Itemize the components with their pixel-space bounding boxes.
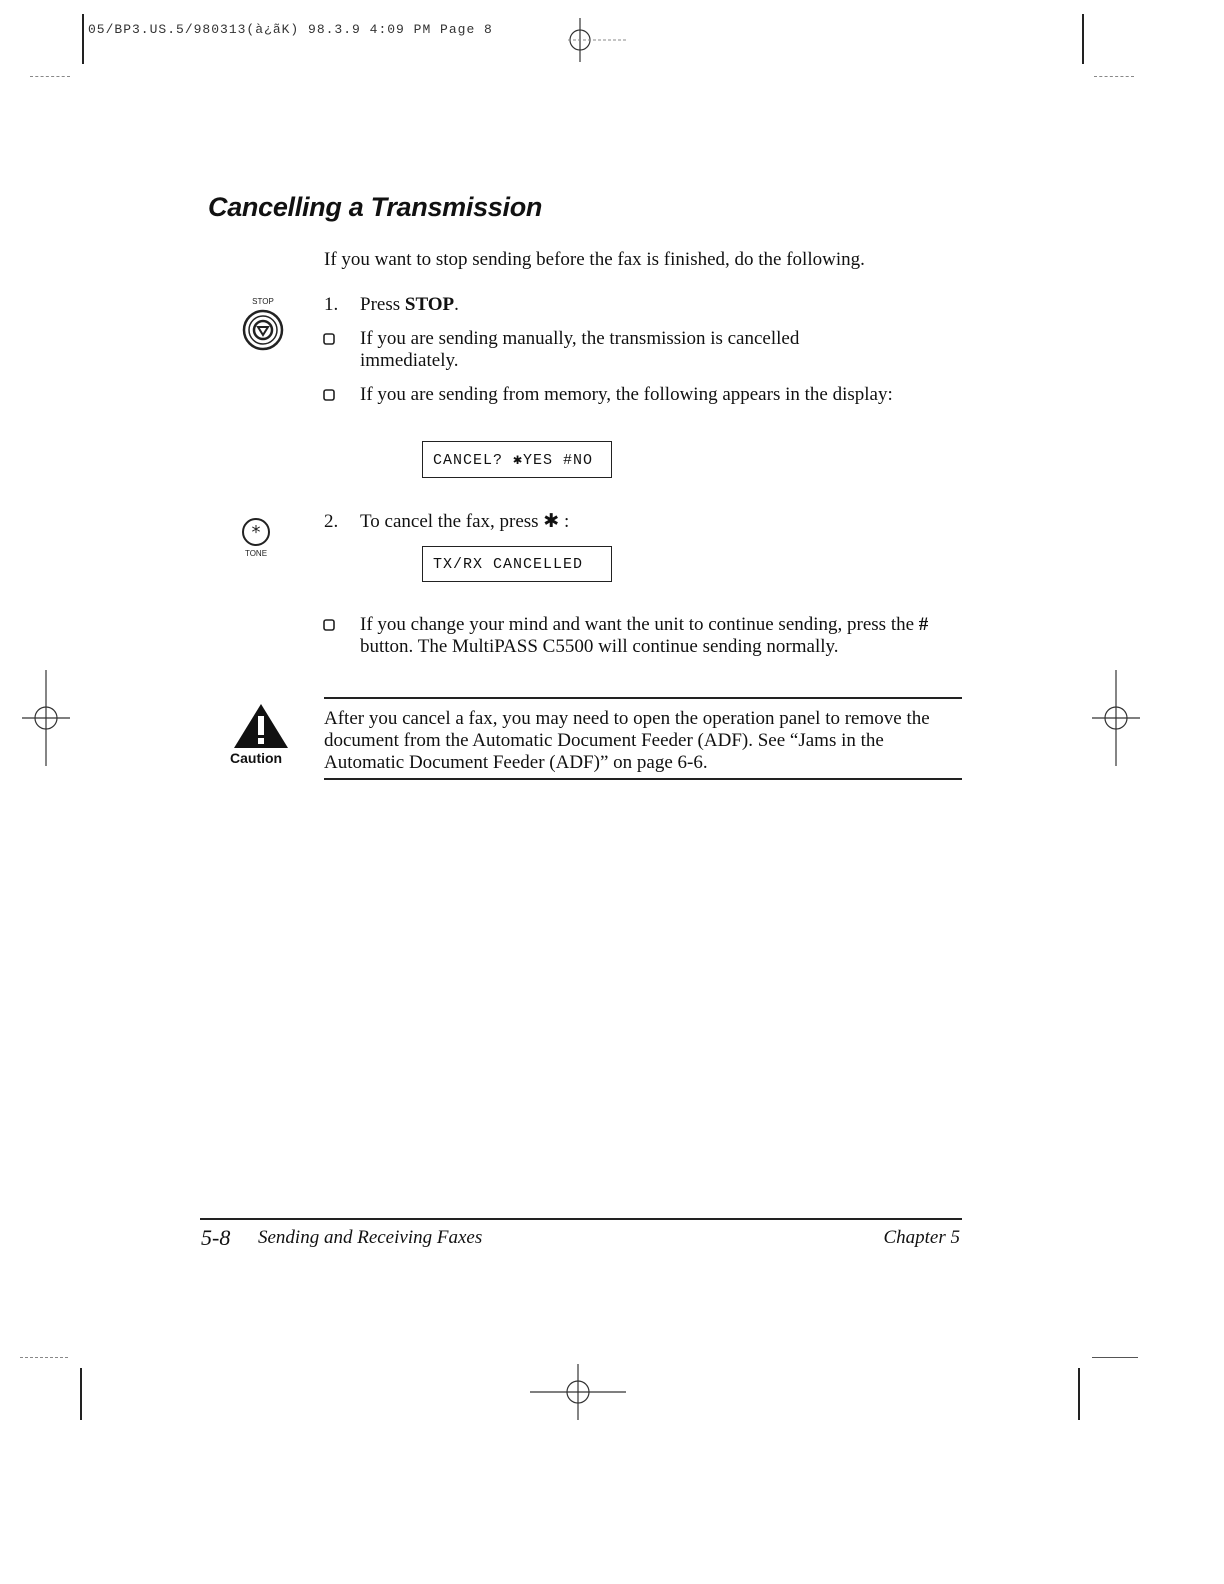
bullet-change-mind [360,614,940,658]
svg-text:*: * [251,522,261,543]
caution-text: After you cancel a fax, you may need to open the operation panel to remove the document from the Automatic Document Feeder (ADF). See “Jams in the Automatic Document Feeder (ADF)” on page 6-6. [324,708,930,773]
trim-dash-top-right [1094,76,1134,77]
caution-icon [230,702,292,766]
registration-mark-left [18,668,74,768]
footer-rule [200,1218,962,1220]
caution-top-rule [324,697,962,699]
trim-line-bottom-right [1092,1357,1138,1358]
caution-bottom-rule [324,778,962,780]
lcd-display-cancel-prompt: CANCEL? ✱YES #NO [422,441,612,478]
trim-dash-bottom-left [20,1357,68,1358]
trim-dash-top-left [30,76,70,77]
step-2-number: 2. [324,511,339,532]
step-2-text: To cancel the fax, press ✱ : [360,511,570,532]
checkbox-bullet-icon [323,619,336,632]
step-1-suffix: . [454,294,459,315]
checkbox-bullet-icon [323,333,336,346]
crop-mark-top-right [1082,14,1084,64]
checkbox-bullet-icon [323,389,336,402]
registration-mark-bottom [528,1362,628,1422]
page-title: Cancelling a Transmission [208,192,543,222]
bullet-sending-manually: If you are sending manually, the transmission is cancelled immediately. [360,328,800,371]
intro-paragraph: If you want to stop sending before the fax is finished, do the following. [324,249,865,270]
crop-mark-bottom-left [80,1368,82,1420]
caution-label: Caution [230,750,283,766]
bullet-change-mind-part1: If you change your mind and want the unit to continue sending, press the [360,614,919,635]
footer-chapter: Chapter 5 [883,1227,960,1248]
step-1-text [360,294,960,316]
step-1-number: 1. [324,294,339,315]
footer-section-name: Sending and Receiving Faxes [258,1227,483,1248]
hash-key-name: # [918,614,929,635]
print-slug: 05/BP3.US.5/980313(à¿ãK) 98.3.9 4:09 PM Page 8 [88,22,493,37]
stop-key-label: STOP [252,297,274,306]
bullet-change-mind-part2: button. The MultiPASS C5500 will continue sending normally. [360,636,839,657]
crop-mark-bottom-right [1078,1368,1080,1420]
bullet-sending-from-memory: If you are sending from memory, the following appears in the display: [360,384,893,405]
stop-key-name: STOP [404,294,455,315]
step-1-prefix: Press [360,294,405,315]
lcd-display-cancelled: TX/RX CANCELLED [422,546,612,582]
crop-mark-top-left [82,14,84,64]
registration-mark-top [560,16,632,66]
tone-key-icon [234,516,278,558]
tone-key-label: TONE [244,549,268,558]
stop-key-icon [238,297,288,358]
registration-mark-right [1088,668,1144,768]
footer-page-number: 5-8 [201,1225,231,1250]
